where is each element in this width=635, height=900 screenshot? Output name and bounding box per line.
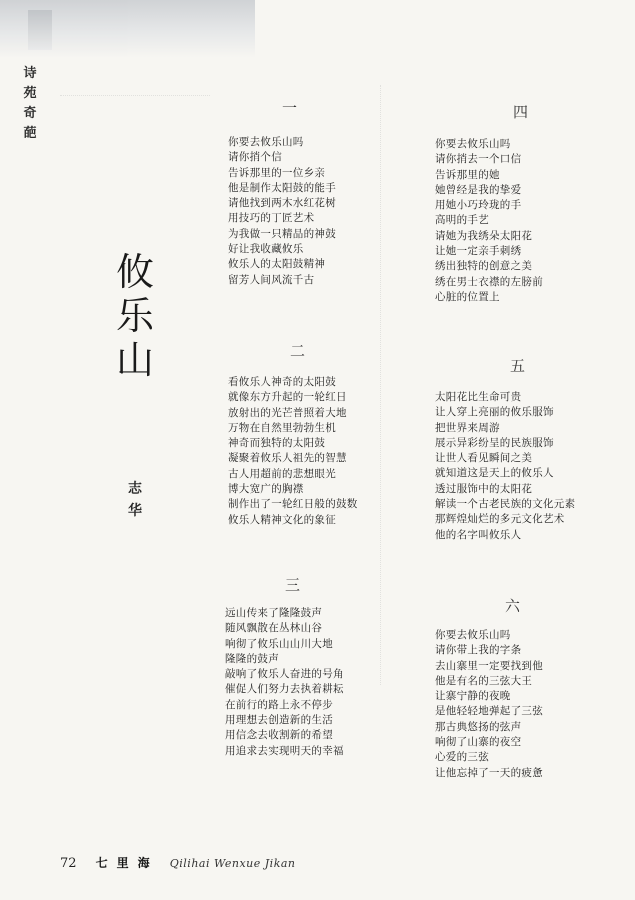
poem-line: 让她一定亲手刺绣: [435, 245, 522, 258]
poem-line: 用理想去创造新的生活: [225, 714, 333, 727]
poem-line: 用她小巧玲珑的手: [435, 199, 522, 212]
poem-section-4: [435, 102, 595, 305]
poem-line: 用信念去收割新的希望: [225, 729, 333, 742]
author-name: [126, 478, 144, 522]
journal-name: 七里海: [95, 856, 159, 870]
poem-line: 攸乐人的太阳鼓精神: [228, 258, 326, 271]
poem-section-5: [435, 356, 595, 543]
column-label-char: 诗: [23, 66, 37, 81]
poem-line: 是他轻轻地弹起了三弦: [435, 705, 543, 718]
poem-line: 告诉那里的一位乡亲: [228, 166, 326, 179]
poem-title-char: 山: [115, 338, 154, 382]
poem-line: 你要去攸乐山吗: [228, 136, 304, 148]
poem-section-1: [228, 98, 378, 288]
poem-line: 为我做一只精品的神鼓: [228, 227, 336, 240]
column-label: [20, 64, 40, 144]
poem-line: 绣在男士衣襟的左膀前: [435, 275, 543, 288]
section-number: 五: [510, 357, 526, 375]
poem-line: 告诉那里的她: [435, 168, 500, 181]
poem-title-char: 乐: [115, 294, 154, 338]
poem-line: 请你捎个信: [228, 151, 282, 164]
poem-line: 博大宽广的胸襟: [228, 483, 304, 496]
poem-line: 就像东方升起的一轮红日: [228, 391, 347, 404]
poem-line: 你要去攸乐山吗: [435, 629, 511, 641]
poem-line: 心爱的三弦: [435, 751, 489, 764]
poem-line: 你要去攸乐山吗: [435, 138, 511, 150]
page-number: 72: [60, 856, 77, 871]
poem-section-3: [225, 575, 375, 759]
poem-title-char: 攸: [115, 250, 154, 294]
poem-line: 响彻了攸乐山山川大地: [225, 637, 333, 650]
poem-line: 让世人看见瞬间之美: [435, 452, 533, 465]
poem-line: 万物在自然里勃勃生机: [228, 421, 336, 434]
poem-line: 请你捎去一个口信: [435, 153, 522, 166]
poem-line: 她曾经是我的挚爱: [435, 183, 522, 196]
poem-line: 凝聚着攸乐人祖先的智慧: [228, 452, 347, 465]
column-label-char: 苑: [23, 86, 37, 101]
poem-line: 让人穿上亮丽的攸乐服饰: [435, 406, 554, 419]
poem-line: 响彻了山寨的夜空: [435, 736, 522, 749]
column-label-char: 葩: [23, 126, 37, 141]
poem-line: 太阳花比生命可贵: [435, 391, 522, 403]
poem-line: 用技巧的丁匠艺术: [228, 212, 315, 225]
poem-line: 古人用超前的悲想眼光: [228, 467, 336, 480]
poem-line: 透过服饰中的太阳花: [435, 482, 533, 495]
poem-section-2: [228, 341, 378, 528]
poem-title: [112, 250, 158, 382]
column-label-char: 奇: [23, 106, 37, 121]
poem-section-6: [435, 596, 595, 781]
author-char: 志: [128, 481, 142, 497]
poem-line: 好让我收藏攸乐: [228, 243, 304, 256]
poem-line: 高明的手艺: [435, 214, 489, 227]
section-number: 六: [505, 597, 521, 615]
poem-line: 神奇而独特的太阳鼓: [228, 437, 326, 450]
poem-line: 看攸乐人神奇的太阳鼓: [228, 376, 336, 388]
poem-line: 催促人们努力去执着耕耘: [225, 683, 344, 696]
poem-line: 远山传来了隆隆鼓声: [225, 607, 323, 619]
poem-line: 他的名字叫攸乐人: [435, 528, 522, 541]
poem-line: 请她为我绣朵太阳花: [435, 229, 533, 242]
poem-line: 他是有名的三弦大王: [435, 674, 533, 687]
author-char: 华: [128, 503, 142, 519]
poem-line: 让寨宁静的夜晚: [435, 690, 511, 703]
poem-line: 敲响了攸乐人奋进的号角: [225, 668, 344, 681]
poem-line: 就知道这是天上的攸乐人: [435, 467, 554, 480]
section-number: 二: [290, 342, 306, 360]
poem-line: 攸乐人精神文化的象征: [228, 513, 336, 526]
poem-line: 那古典悠扬的弦声: [435, 720, 522, 733]
corner-photo-decoration: [0, 0, 255, 58]
poem-line: 留芳人间风流千古: [228, 273, 315, 286]
poem-line: 绣出独特的创意之美: [435, 260, 533, 273]
show-through-texture: [60, 95, 210, 216]
poem-line: 随风飘散在丛林山谷: [225, 622, 323, 635]
poem-line: 在前行的路上永不停步: [225, 698, 333, 711]
poem-line: 隆隆的鼓声: [225, 652, 279, 665]
poem-line: 解读一个古老民族的文化元素: [435, 498, 576, 511]
page-footer: [60, 852, 296, 872]
section-number: 四: [513, 103, 529, 121]
poem-line: 展示异彩纷呈的民族服饰: [435, 436, 554, 449]
poem-line: 制作出了一轮红日般的鼓数: [228, 498, 358, 511]
journal-latin-name: Qilihai Wenxue Jikan: [169, 857, 296, 870]
poem-line: 去山寨里一定要找到他: [435, 659, 543, 672]
section-number: 三: [285, 576, 301, 594]
poem-line: 那辉煌灿烂的多元文化艺术: [435, 513, 565, 526]
poem-line: 让他忘掉了一天的疲惫: [435, 766, 543, 779]
section-number: 一: [282, 99, 298, 117]
show-through-texture: [380, 85, 441, 685]
poem-line: 请你带上我的字条: [435, 644, 522, 657]
poem-line: 放射出的光芒普照着大地: [228, 406, 347, 419]
poem-line: 用追求去实现明天的幸福: [225, 744, 344, 757]
poem-line: 把世界来周游: [435, 421, 500, 434]
poem-line: 请他找到两木水红花树: [228, 197, 336, 210]
poem-line: 心脏的位置上: [435, 290, 500, 303]
poem-line: 他是制作太阳鼓的能手: [228, 181, 336, 194]
